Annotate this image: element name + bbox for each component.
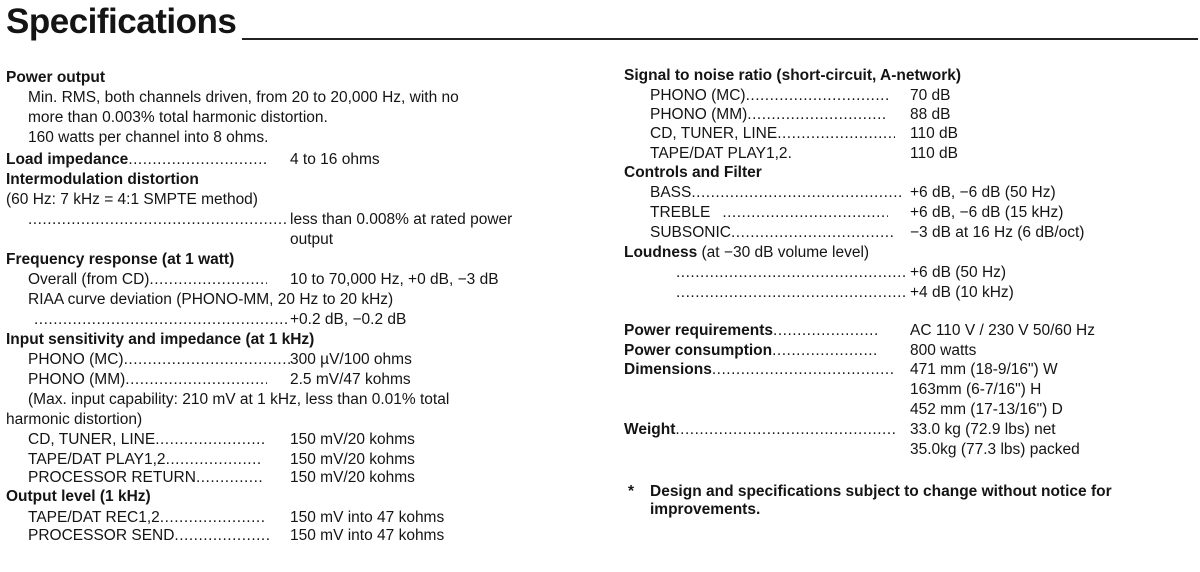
leader-dots <box>196 468 264 488</box>
snr-cd-row <box>650 124 895 144</box>
input-cd-row <box>28 430 267 450</box>
snr-mm-label: PHONO (MM) <box>650 106 748 123</box>
loudness-value-2: +4 dB (10 kHz) <box>910 284 1014 301</box>
snr-cd-label: CD, TUNER, LINE <box>650 125 778 142</box>
leader-dots <box>773 321 879 341</box>
leader-dots <box>676 283 908 303</box>
loudness-row <box>624 243 869 263</box>
input-phono-mm-label: PHONO (MM) <box>28 371 126 388</box>
controls-subsonic-row <box>650 223 893 243</box>
dimensions-d: 452 mm (17-13/16") D <box>910 401 1063 418</box>
controls-bass-row <box>650 183 903 203</box>
load-impedance-label: Load impedance <box>6 151 129 168</box>
input-phono-mc-label: PHONO (MC) <box>28 351 124 368</box>
input-tape-label: TAPE/DAT PLAY1,2 <box>28 451 166 468</box>
input-cd-label: CD, TUNER, LINE <box>28 431 156 448</box>
leader-dots <box>772 341 878 361</box>
input-cd-value: 150 mV/20 kohms <box>290 431 415 448</box>
dimensions-label: Dimensions <box>624 361 712 378</box>
leader-dots <box>128 150 268 170</box>
controls-treble-label: TREBLE <box>650 204 711 221</box>
freq-overall-value: 10 to 70,000 Hz, +0 dB, −3 dB <box>290 271 499 288</box>
load-impedance-row <box>6 150 268 170</box>
dimensions-h: 163mm (6-7/16") H <box>910 381 1042 398</box>
note-asterisk: * <box>628 483 635 500</box>
power-cons-value: 800 watts <box>910 342 977 359</box>
output-send-value: 150 mV into 47 kohms <box>290 527 445 544</box>
leader-dots <box>777 124 895 144</box>
input-tape-row <box>28 450 260 470</box>
weight-row <box>624 420 895 440</box>
controls-heading: Controls and Filter <box>624 164 762 181</box>
power-output-text-3: 160 watts per channel into 8 ohms. <box>28 129 269 146</box>
weight-packed: 35.0kg (77.3 lbs) packed <box>910 441 1080 458</box>
snr-mm-value: 88 dB <box>910 106 951 123</box>
output-send-label: PROCESSOR SEND <box>28 527 175 544</box>
snr-heading: Signal to noise ratio (short-circuit, A-network) <box>624 67 962 84</box>
snr-tape-row <box>650 144 792 164</box>
leader-dots <box>34 310 288 330</box>
leader-dots <box>166 450 260 470</box>
dimensions-w: 471 mm (18-9/16") W <box>910 361 1058 378</box>
input-phono-mc-value: 300 µV/100 ohms <box>290 351 412 368</box>
input-tape-value: 150 mV/20 kohms <box>290 451 415 468</box>
power-output-heading: Power output <box>6 69 106 86</box>
freq-overall-row <box>28 270 267 290</box>
snr-tape-label: TAPE/DAT PLAY1,2 <box>650 145 788 162</box>
power-req-label: Power requirements <box>624 322 774 339</box>
controls-treble-value: +6 dB, −6 dB (15 kHz) <box>910 204 1064 221</box>
leader-dots <box>675 420 895 440</box>
weight-net: 33.0 kg (72.9 lbs) net <box>910 421 1056 438</box>
freq-heading: Frequency response (at 1 watt) <box>6 251 235 268</box>
imd-heading: Intermodulation distortion <box>6 171 199 188</box>
loudness-value-1: +6 dB (50 Hz) <box>910 264 1007 281</box>
note-line-2: improvements. <box>650 501 761 518</box>
freq-overall-label: Overall (from CD) <box>28 271 150 288</box>
output-rec-row <box>28 508 264 528</box>
freq-riaa-value: +0.2 dB, −0.2 dB <box>290 311 407 328</box>
imd-value-2: output <box>290 231 334 248</box>
load-impedance-value: 4 to 16 ohms <box>290 151 380 168</box>
leader-dots <box>676 263 908 283</box>
input-phono-mm-row <box>28 370 267 390</box>
input-proc-value: 150 mV/20 kohms <box>290 469 415 486</box>
power-output-text-1: Min. RMS, both channels driven, from 20 to 20,000 Hz, with no <box>28 89 459 106</box>
imd-value-1: less than 0.008% at rated power <box>290 211 513 228</box>
power-cons-row <box>624 341 878 361</box>
controls-treble-row <box>650 203 888 223</box>
leader-dots <box>722 203 888 223</box>
power-req-row <box>624 321 879 341</box>
input-proc-row <box>28 468 264 488</box>
output-rec-value: 150 mV into 47 kohms <box>290 509 445 526</box>
leader-dots <box>125 370 267 390</box>
freq-riaa-label: RIAA curve deviation (PHONO-MM, 20 Hz to 20 kHz) <box>28 291 394 308</box>
weight-label: Weight <box>624 421 676 438</box>
dimensions-row <box>624 360 894 380</box>
leader-dots <box>788 144 792 164</box>
snr-mm-row <box>650 105 887 125</box>
power-req-value: AC 110 V / 230 V 50/60 Hz <box>910 322 1095 339</box>
snr-mc-value: 70 dB <box>910 87 951 104</box>
input-note-2: harmonic distortion) <box>6 411 143 428</box>
output-send-row <box>28 526 270 546</box>
note-line-1: Design and specifications subject to change without notice for <box>650 483 1112 500</box>
input-proc-label: PROCESSOR RETURN <box>28 469 196 486</box>
leader-dots <box>747 105 887 125</box>
snr-cd-value: 110 dB <box>910 125 958 142</box>
title-rule <box>242 38 1198 40</box>
loudness-leader-2 <box>676 283 908 303</box>
controls-bass-label: BASS <box>650 184 692 201</box>
controls-subsonic-label: SUBSONIC <box>650 224 731 241</box>
loudness-sub: (at −30 dB volume level) <box>701 244 870 261</box>
leader-dots <box>691 183 903 203</box>
input-phono-mm-value: 2.5 mV/47 kohms <box>290 371 411 388</box>
imd-sub: (60 Hz: 7 kHz = 4:1 SMPTE method) <box>6 191 258 208</box>
imd-leader <box>28 210 288 230</box>
snr-mc-row <box>650 86 890 106</box>
leader-dots <box>149 270 267 290</box>
loudness-heading: Loudness <box>624 244 698 261</box>
freq-riaa-leader <box>34 310 288 330</box>
controls-bass-value: +6 dB, −6 dB (50 Hz) <box>910 184 1056 201</box>
leader-dots <box>28 210 288 230</box>
leader-dots <box>712 360 894 380</box>
output-heading: Output level (1 kHz) <box>6 488 151 505</box>
snr-tape-value: 110 dB <box>910 145 958 162</box>
page-title: Specifications <box>6 2 237 41</box>
snr-mc-label: PHONO (MC) <box>650 87 746 104</box>
leader-dots <box>746 86 890 106</box>
leader-dots <box>174 526 270 546</box>
leader-dots <box>160 508 264 528</box>
output-rec-label: TAPE/DAT REC1,2 <box>28 509 160 526</box>
input-note-1: (Max. input capability: 210 mV at 1 kHz, less than 0.01% total <box>28 391 450 408</box>
leader-dots <box>731 223 893 243</box>
loudness-leader-1 <box>676 263 908 283</box>
controls-subsonic-value: −3 dB at 16 Hz (6 dB/oct) <box>910 224 1085 241</box>
power-cons-label: Power consumption <box>624 342 773 359</box>
leader-dots <box>155 430 267 450</box>
power-output-text-2: more than 0.003% total harmonic distortion. <box>28 109 328 126</box>
leader-dots <box>124 350 290 370</box>
input-phono-mc-row <box>28 350 290 370</box>
input-heading: Input sensitivity and impedance (at 1 kHz) <box>6 331 315 348</box>
